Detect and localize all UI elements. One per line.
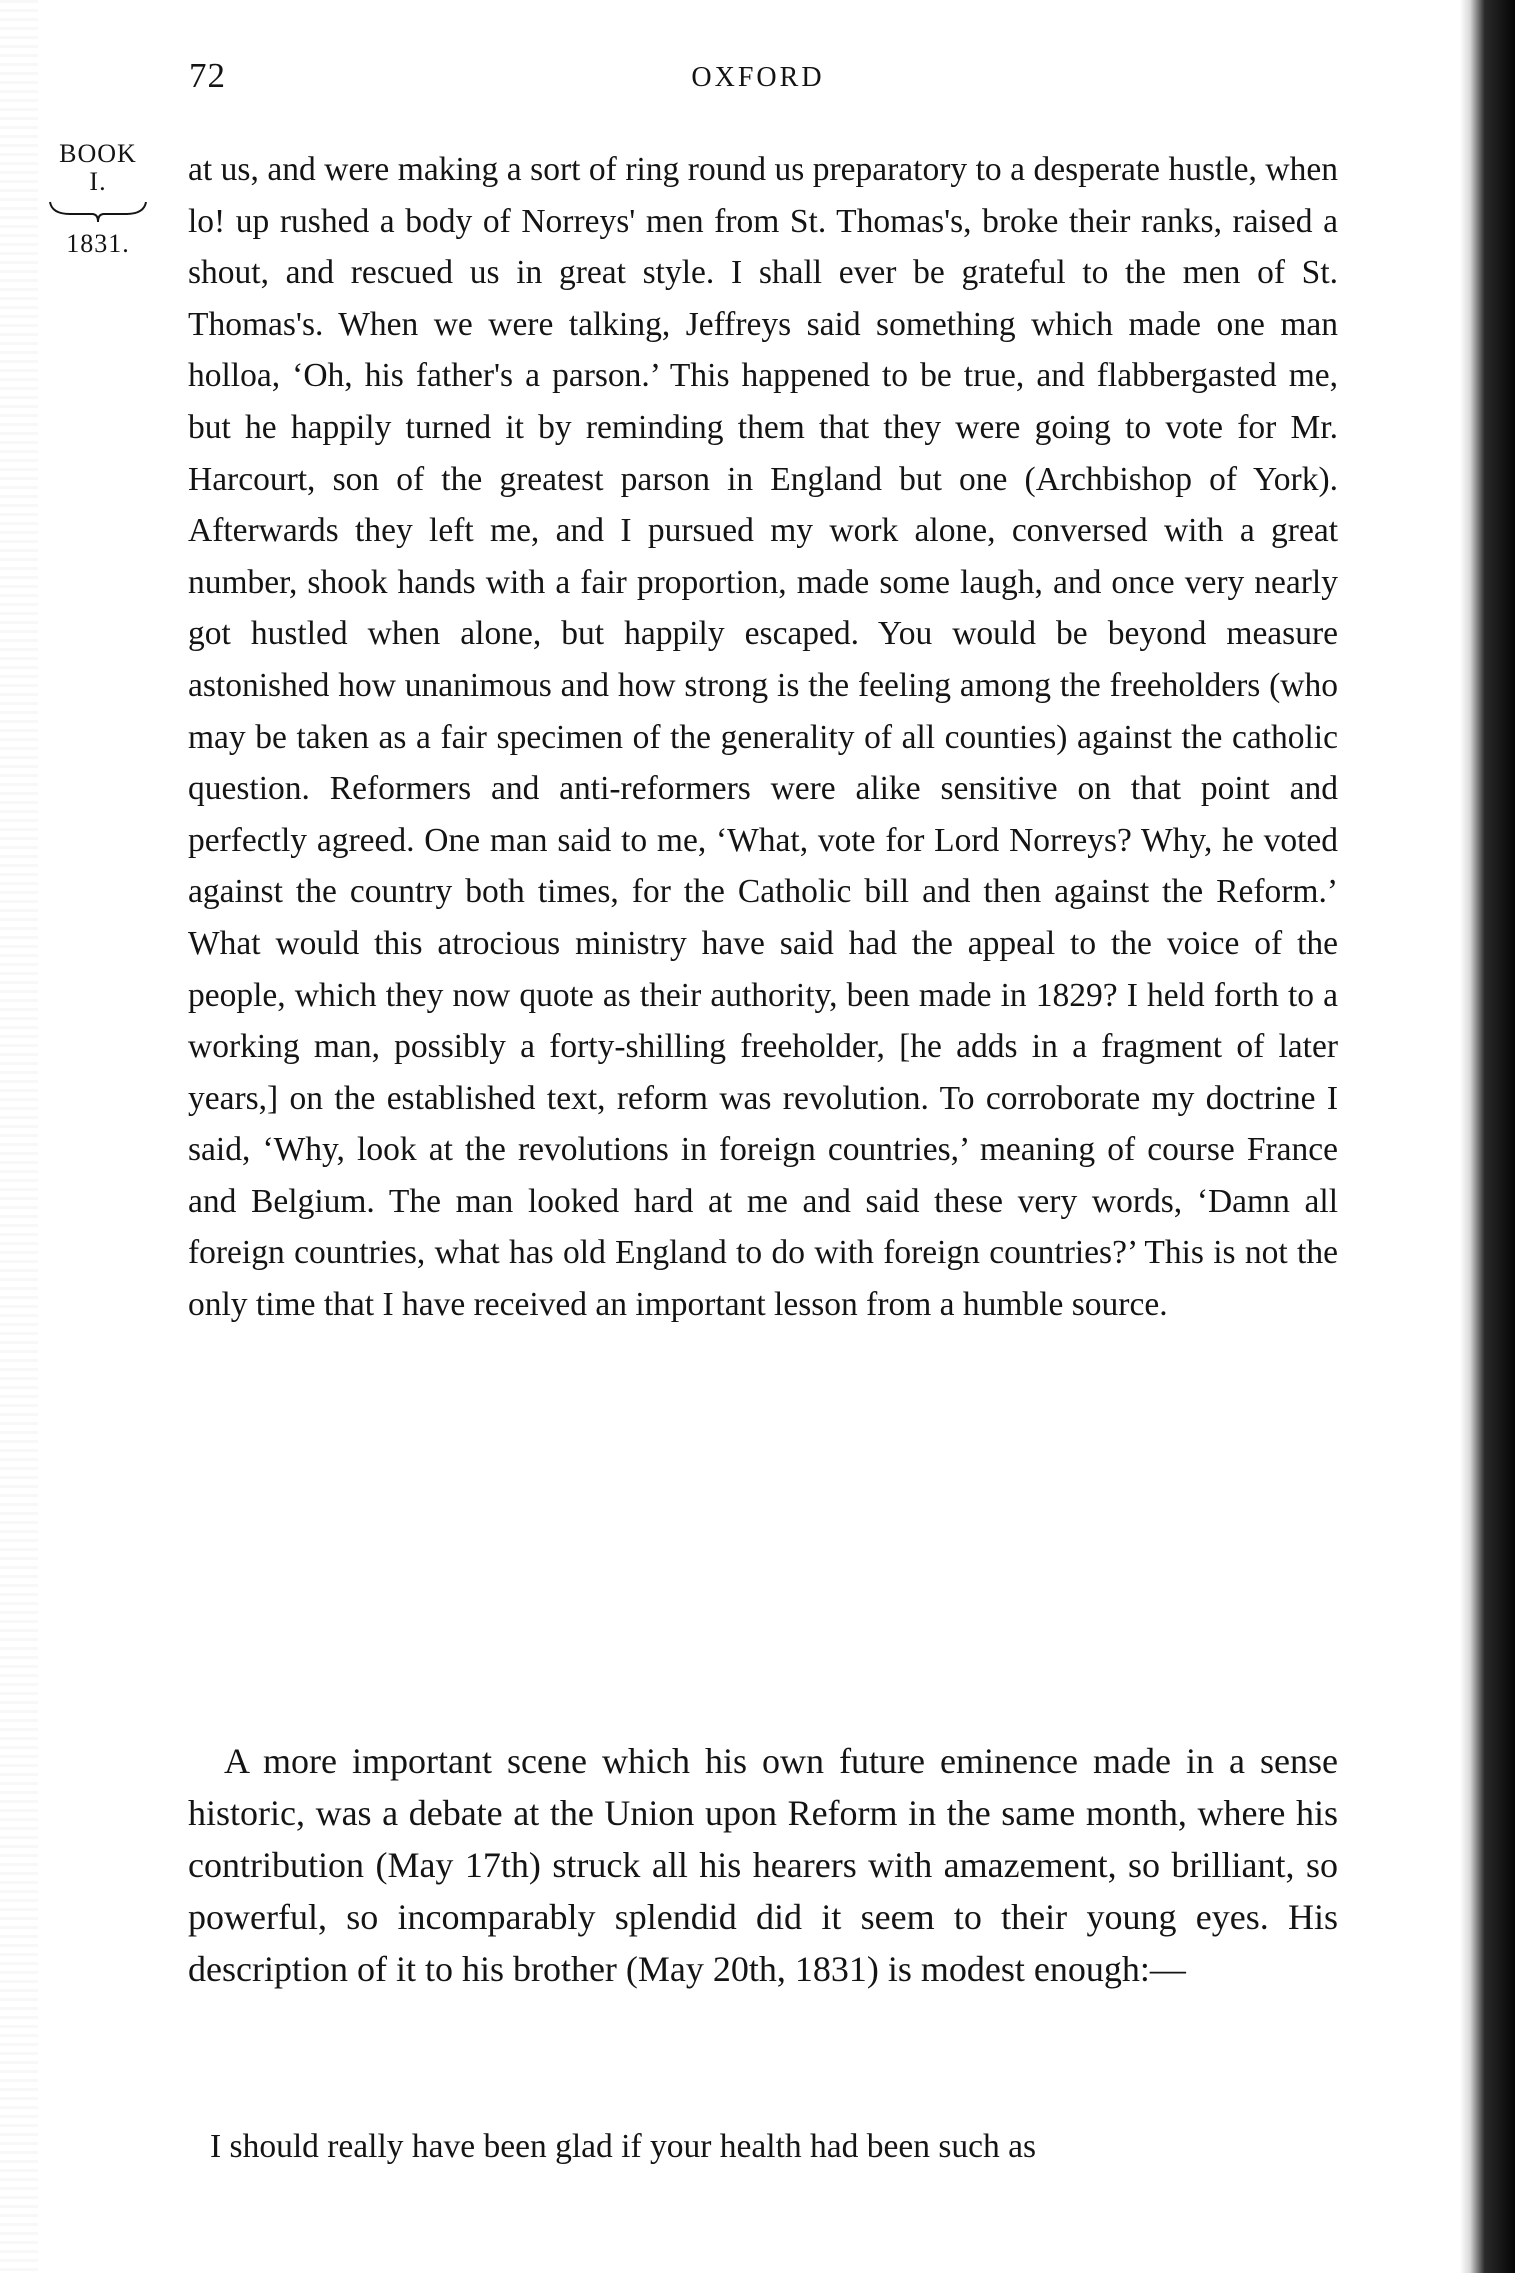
book-number: I. — [89, 167, 107, 196]
page-header — [183, 56, 1333, 106]
letter-excerpt — [188, 144, 1338, 1331]
margin-year: 1831. — [66, 229, 130, 258]
margin-note — [38, 140, 158, 258]
letter-continuation — [188, 2121, 1338, 2173]
book-label: BOOK — [59, 139, 137, 168]
letter-excerpt-text: at us, and were making a sort of ring round us preparatory to a desperate hustle, when lo! up rushed a body of Norreys' men from St. Thomas's, broke their ranks, raised a shout, and rescued us in great style. I shall ever be grateful to the men of St. Thomas's. When we were talking, Jeffreys said something which made one man holloa, ‘Oh, his father's a parson.’ This happened to be true, and flabbergasted me, but he happily turned it by reminding them that they were going to vote for Mr. Harcourt, son of the greatest parson in England but one (Archbishop of York). Afterwards they left me, and I pursued my work alone, conversed with a great number, shook hands with a fair proportion, made some laugh, and once very nearly got hustled when alone, but happily escaped. You would be beyond measure astonished how unanimous and how strong is the feeling among the freeholders (who may be taken as a fair specimen of the generality of all counties) against the catholic question. Reformers and anti-reformers were alike sensitive on that point and perfectly agreed. One man said to me, ‘What, vote for Lord Norreys? Why, he voted against the country both times, for the Catholic bill and then against the Reform.’ What would this atrocious ministry have said had the appeal to the voice of the people, which they now quote as their authority, been made in 1829? I held forth to a working man, possibly a forty-shilling freeholder, [he adds in a fragment of later years,] on the established text, reform was revolution. To corroborate my doctrine I said, ‘Why, look at the revolutions in foreign countries,’ meaning of course France and Belgium. The man looked hard at me and said these very words, ‘Damn all foreign countries, what has old England to do with foreign countries?’ This is not the only time that I have received an important lesson from a humble source. — [188, 151, 1338, 1324]
narrative-paragraph — [188, 1735, 1338, 1995]
running-title: OXFORD — [691, 62, 825, 93]
page-number: 72 — [189, 56, 226, 95]
scan-left-edge — [0, 0, 38, 2273]
scan-binding-shadow — [1460, 0, 1515, 2273]
letter-continuation-text: I should really have been glad if your health had been such as — [210, 2128, 1037, 2165]
brace-icon — [48, 198, 148, 224]
narrative-text: A more important scene which his own future eminence made in a sense historic, was a debate at the Union upon Reform in the same month, where his contribution (May 17th) struck all his hearers with amazement, so brilliant, so powerful, so incomparably splendid did it seem to their young eyes. His description of it to his brother (May 20th, 1831) is modest enough:— — [188, 1741, 1338, 1989]
